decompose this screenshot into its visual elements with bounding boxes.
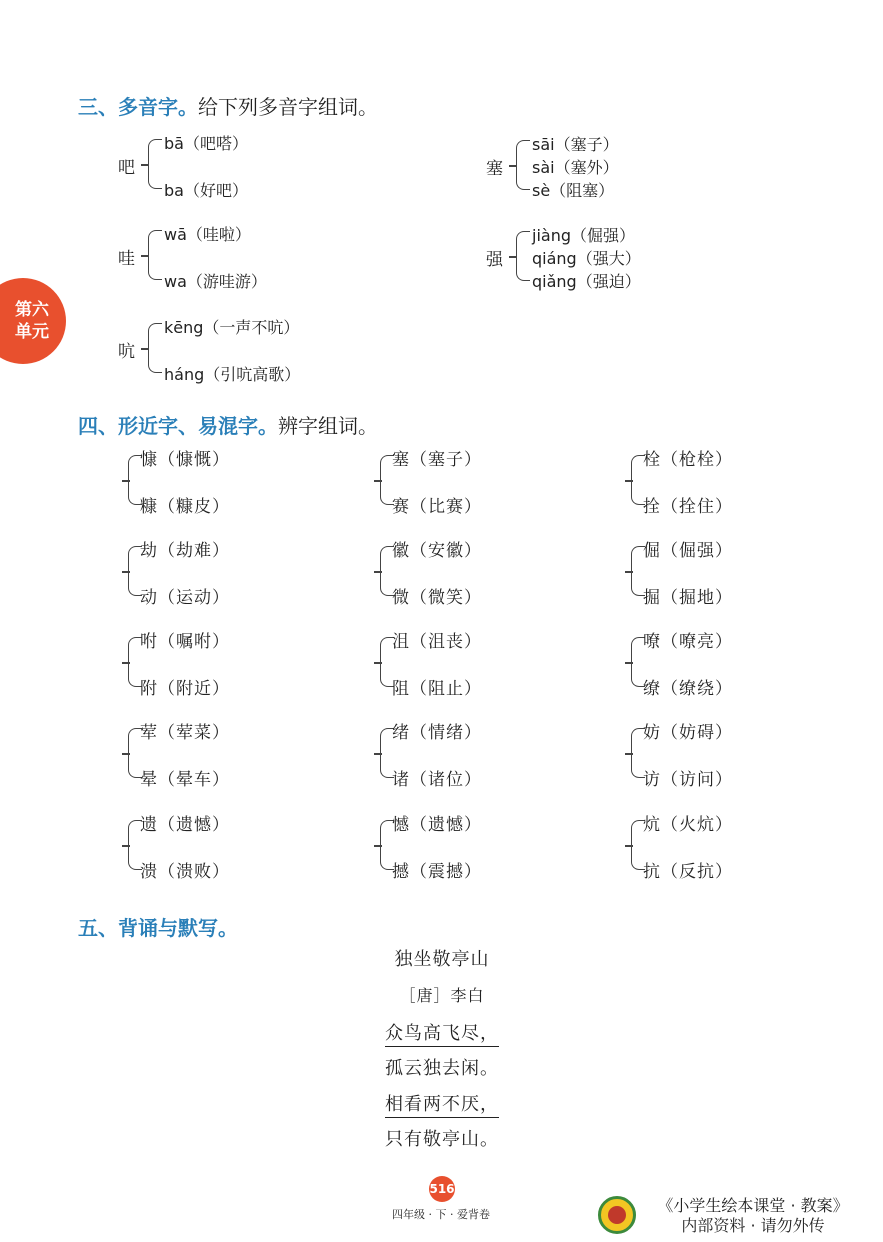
brace-tip: [625, 662, 633, 664]
section-4-heading: 四、形近字、易混字。: [78, 414, 278, 438]
poem-line: 只有敬亭山。: [385, 1129, 499, 1150]
pair-line: 溃（溃败）: [140, 862, 230, 882]
brace-tip: [122, 662, 130, 664]
brace-tip: [625, 571, 633, 573]
similar-pair: [625, 445, 845, 515]
polyphone-line: jiàng（倔强）: [532, 226, 635, 245]
page-number: 516: [429, 1176, 455, 1202]
poem: [340, 945, 544, 1155]
pair-line: 缭（缭绕）: [643, 679, 733, 699]
footer-brand: [638, 1196, 868, 1236]
pair-line: 劫（劫难）: [140, 541, 230, 561]
brace-tip: [374, 753, 382, 755]
pair-line: 倔（倔强）: [643, 541, 733, 561]
brace-tip: [625, 480, 633, 482]
pair-line: 栓（枪栓）: [643, 450, 733, 470]
polyphone-line: sè（阻塞）: [532, 181, 615, 200]
pair-line: 动（运动）: [140, 588, 230, 608]
pair-line: 诸（诸位）: [392, 770, 482, 790]
polyphone-char: 强: [486, 250, 503, 270]
pair-line: 绪（情绪）: [392, 723, 482, 743]
polyphone-line: wā（哇啦）: [164, 225, 251, 244]
brace-tip: [374, 662, 382, 664]
similar-pair: [122, 718, 342, 788]
poem-line: 众鸟高飞尽，: [385, 1023, 499, 1047]
similar-pair: [625, 810, 845, 880]
polyphone-line: wa（游哇游）: [164, 272, 267, 291]
polyphone-line: sāi（塞子）: [532, 135, 619, 154]
similar-pair: [374, 627, 594, 697]
poem-author: ［唐］李白: [399, 986, 485, 1005]
footer-brand-line2: 内部资料 · 请勿外传: [681, 1216, 825, 1235]
pair-line: 微（微笑）: [392, 588, 482, 608]
polyphone-line: kēng（一声不吭）: [164, 318, 300, 337]
similar-pair: [625, 536, 845, 606]
section-5-title: 五、背诵与默写。: [78, 916, 238, 940]
similar-pair: [374, 810, 594, 880]
poem-line: 相看两不厌，: [385, 1094, 499, 1118]
section-4-instruction: 辨字组词。: [278, 414, 378, 438]
section-3-instruction: 给下列多音字组词。: [198, 95, 378, 119]
brace-tip: [374, 480, 382, 482]
polyphone-char: 塞: [486, 159, 503, 179]
unit-tab-line1: 第六: [15, 300, 49, 320]
similar-pair: [374, 718, 594, 788]
pair-line: 炕（火炕）: [643, 815, 733, 835]
pair-line: 掘（掘地）: [643, 588, 733, 608]
pair-line: 撼（震撼）: [392, 862, 482, 882]
brace-tip: [122, 571, 130, 573]
similar-pair: [122, 810, 342, 880]
polyphone-char: 哇: [118, 249, 135, 269]
brace-tip: [122, 845, 130, 847]
polyphone-line: bā（吧嗒）: [164, 134, 248, 153]
pair-line: 糠（糠皮）: [140, 497, 230, 517]
brace-tip: [122, 753, 130, 755]
poem-title: 独坐敬亭山: [394, 949, 490, 970]
polyphone-line: háng（引吭高歌）: [164, 365, 301, 384]
brace-tip: [625, 753, 633, 755]
polyphone-line: qiǎng（强迫）: [532, 272, 641, 291]
similar-pair: [374, 536, 594, 606]
similar-pair: [122, 627, 342, 697]
similar-pair: [122, 445, 342, 515]
footer-grade: 四年级 · 下 · 爱背卷: [392, 1208, 490, 1221]
section-3-heading: 三、多音字。: [78, 95, 198, 119]
pair-line: 拴（拴住）: [643, 497, 733, 517]
pair-line: 徽（安徽）: [392, 541, 482, 561]
polyphone-line: sài（塞外）: [532, 158, 619, 177]
polyphone-char: 吧: [118, 158, 135, 178]
brace-tip: [374, 571, 382, 573]
pair-line: 慷（慷慨）: [140, 450, 230, 470]
polyphone-char: 吭: [118, 342, 135, 362]
pair-line: 访（访问）: [643, 770, 733, 790]
similar-pair: [122, 536, 342, 606]
similar-pair: [625, 627, 845, 697]
similar-pair: [374, 445, 594, 515]
pair-line: 晕（晕车）: [140, 770, 230, 790]
pair-line: 阻（阻止）: [392, 679, 482, 699]
pair-line: 附（附近）: [140, 679, 230, 699]
pair-line: 妨（妨碍）: [643, 723, 733, 743]
brace-tip: [625, 845, 633, 847]
brace-tip: [122, 480, 130, 482]
similar-pair: [625, 718, 845, 788]
pair-line: 沮（沮丧）: [392, 632, 482, 652]
poem-line: 孤云独去闲。: [385, 1058, 499, 1079]
footer-brand-line1: 《小学生绘本课堂 · 教案》: [657, 1196, 849, 1215]
pair-line: 遗（遗憾）: [140, 815, 230, 835]
pair-line: 塞（塞子）: [392, 450, 482, 470]
pair-line: 憾（遗憾）: [392, 815, 482, 835]
polyphone-line: ba（好吧）: [164, 181, 248, 200]
unit-tab-line2: 单元: [15, 322, 49, 342]
pair-line: 赛（比赛）: [392, 497, 482, 517]
polyphone-line: qiáng（强大）: [532, 249, 641, 268]
pair-line: 抗（反抗）: [643, 862, 733, 882]
brace-tip: [374, 845, 382, 847]
brand-logo-icon: [598, 1196, 636, 1234]
pair-line: 荤（荤菜）: [140, 723, 230, 743]
pair-line: 咐（嘱咐）: [140, 632, 230, 652]
pair-line: 嘹（嘹亮）: [643, 632, 733, 652]
